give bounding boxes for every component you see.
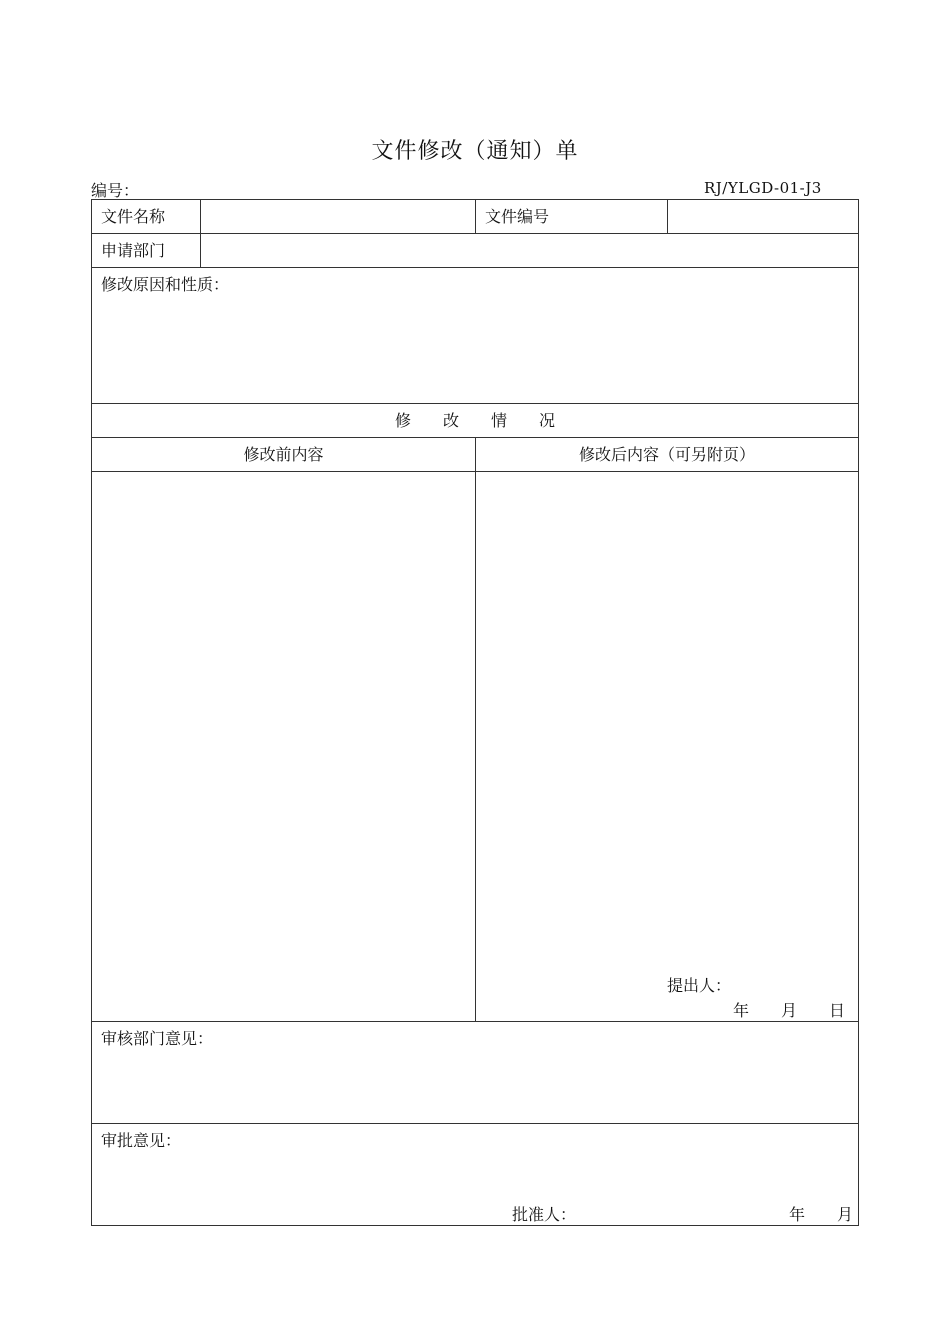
document-code: RJ/YLGD-01-J3 bbox=[704, 179, 822, 197]
column-divider bbox=[475, 200, 476, 233]
reason-label: 修改原因和性质： bbox=[101, 275, 230, 294]
approver-label: 批准人： bbox=[512, 1205, 577, 1224]
review-field[interactable] bbox=[92, 1050, 858, 1123]
file-number-label: 文件编号 bbox=[485, 207, 550, 226]
approval-field[interactable] bbox=[92, 1152, 858, 1192]
page-title: 文件修改（通知）单 bbox=[371, 139, 579, 164]
modification-form bbox=[91, 199, 859, 1226]
proposer-label: 提出人： bbox=[667, 976, 732, 995]
dept-label: 申请部门 bbox=[101, 241, 166, 260]
file-name-field[interactable] bbox=[201, 200, 475, 233]
row-divider bbox=[92, 403, 858, 404]
approver-date: 年 月 bbox=[789, 1205, 854, 1224]
row-divider bbox=[92, 267, 858, 268]
after-content-field[interactable] bbox=[476, 472, 858, 962]
number-label: 编号： bbox=[91, 181, 140, 200]
row-divider bbox=[92, 1123, 858, 1124]
approval-label: 审批意见： bbox=[101, 1131, 182, 1150]
file-name-label: 文件名称 bbox=[101, 207, 166, 226]
row-divider bbox=[92, 1021, 858, 1022]
before-content-field[interactable] bbox=[92, 472, 475, 1021]
proposer-date: 年 月 日 bbox=[733, 1001, 846, 1020]
reason-field[interactable] bbox=[92, 295, 858, 403]
before-content-header: 修改前内容 bbox=[243, 445, 324, 464]
file-number-field[interactable] bbox=[668, 200, 858, 233]
after-content-header: 修改后内容（可另附页） bbox=[578, 445, 755, 464]
review-label: 审核部门意见： bbox=[101, 1029, 214, 1048]
section-title: 修 改 情 况 bbox=[394, 411, 555, 430]
dept-field[interactable] bbox=[201, 234, 858, 267]
